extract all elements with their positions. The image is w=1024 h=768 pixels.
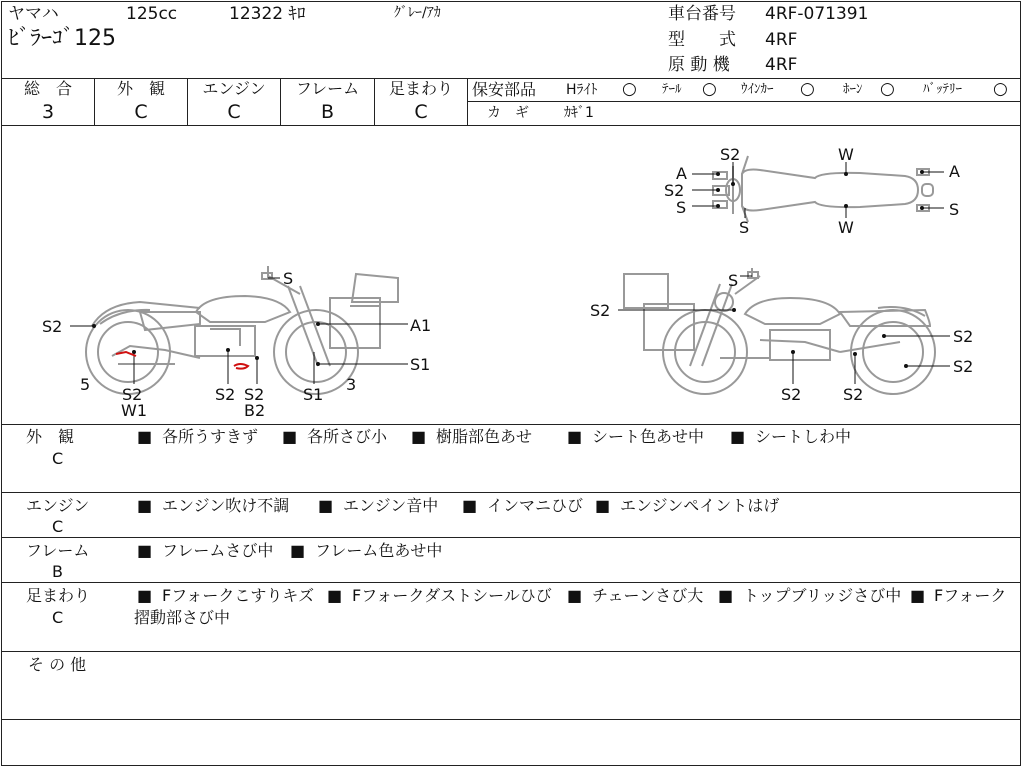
- label-left-b2: B2: [244, 401, 266, 420]
- grade-suspension-value: C: [414, 101, 428, 123]
- note-bullet: ■: [718, 586, 734, 605]
- grade-suspension-label: 足まわり: [388, 79, 453, 98]
- engine-value: 4RF: [765, 55, 798, 75]
- notes-frame-label: フレーム: [26, 541, 90, 560]
- label-top-a-right: A: [949, 162, 960, 181]
- note-item: Fフォークこすりキズ: [162, 586, 315, 605]
- label-right-s2-tank: S2: [953, 327, 974, 346]
- color: ｸﾞﾚｰ/ｱｶ: [394, 5, 441, 21]
- note-bullet: ■: [595, 496, 611, 515]
- note-item: フレーム色あせ中: [315, 541, 443, 560]
- note-item: 樹脂部色あせ: [436, 427, 533, 446]
- note-item: インマニひび: [487, 496, 584, 515]
- note-item: シート色あせ中: [592, 427, 705, 446]
- safety-item-winker: ｳｲﾝｶｰ: [741, 82, 774, 97]
- label-left-s-mirror: S: [283, 269, 294, 288]
- note-item: エンジン吹け不調: [162, 496, 290, 515]
- label-right-s2-rear: S2: [953, 357, 974, 376]
- divider: [1, 719, 1021, 720]
- note-bullet: ■: [318, 496, 334, 515]
- safety-mark-battery: ○: [993, 79, 1008, 99]
- note-item: エンジンペイントはげ: [620, 496, 780, 515]
- label-right-s2-pipe1: S2: [781, 385, 802, 404]
- note-bullet: ■: [327, 586, 343, 605]
- grade-exterior-label: 外 観: [116, 79, 165, 98]
- safety-mark-taillight: ○: [702, 79, 717, 99]
- label-top-a-left: A: [676, 164, 687, 183]
- note-bullet: ■: [411, 427, 427, 446]
- label-left-s1-low: S1: [303, 385, 324, 404]
- safety-item-taillight: ﾃｰﾙ: [662, 82, 682, 97]
- divider: [1, 492, 1021, 493]
- callout-dots: [92, 170, 924, 368]
- motorcycle-top-view: [713, 156, 933, 222]
- grade-engine-label: エンジン: [202, 79, 266, 98]
- note-bullet: ■: [462, 496, 478, 515]
- grade-frame-value: B: [320, 101, 335, 123]
- key-value: ｶｷﾞ1: [564, 105, 594, 121]
- label-left-w1: W1: [121, 401, 147, 420]
- notes-exterior-label: 外 観: [26, 427, 75, 446]
- label-right-s2-bag: S2: [590, 301, 611, 320]
- label-top-s-left: S: [676, 198, 687, 217]
- note-item: シートしわ中: [755, 427, 852, 446]
- note-bullet: ■: [730, 427, 746, 446]
- engine-label: 原 動 機: [668, 55, 730, 75]
- notes-suspension-grade: C: [52, 608, 64, 627]
- safety-item-headlight: Hﾗｲﾄ: [566, 82, 598, 98]
- label-top-w-bottom: W: [838, 218, 854, 237]
- grade-exterior-value: C: [134, 101, 148, 123]
- note-item: チェーンさび大: [592, 586, 704, 605]
- label-left-a1: A1: [410, 316, 432, 335]
- chassis-number: 4RF-071391: [765, 4, 869, 24]
- note-bullet: ■: [567, 427, 583, 446]
- label-top-s2: S2: [720, 145, 741, 164]
- grade-total-value: 3: [41, 101, 55, 123]
- label-left-5: 5: [80, 375, 91, 394]
- grade-total-label: 総 合: [23, 79, 72, 98]
- motorcycle-right-view: [624, 268, 935, 394]
- maker: ヤマハ: [8, 4, 59, 24]
- note-item: Fフォークダストシールひび: [352, 586, 552, 605]
- note-item: 各所うすきず: [162, 427, 259, 446]
- note-item: 各所さび小: [307, 427, 388, 446]
- note-item: フレームさび中: [162, 541, 274, 560]
- notes-suspension-label: 足まわり: [26, 586, 91, 605]
- grade-engine-value: C: [227, 101, 241, 123]
- note-item: エンジン音中: [343, 496, 439, 515]
- grade-frame-label: フレーム: [295, 79, 360, 98]
- notes-exterior-grade: C: [52, 449, 64, 468]
- note-bullet: ■: [567, 586, 583, 605]
- key-label: カ ギ: [487, 105, 529, 121]
- callout-labels: [42, 145, 973, 420]
- note-item: Fフォーク: [934, 586, 1007, 605]
- safety-mark-winker: ○: [800, 79, 815, 99]
- label-top-s-under: S: [739, 218, 750, 237]
- divider: [1, 582, 1021, 583]
- label-right-s2-pipe2: S2: [843, 385, 864, 404]
- note-bullet: ■: [137, 586, 153, 605]
- notes-engine-label: エンジン: [26, 496, 90, 515]
- label-left-s2-a: S2: [215, 385, 236, 404]
- mileage: 12322 ｷﾛ: [229, 4, 306, 24]
- notes-engine-grade: C: [52, 517, 64, 536]
- label-left-s2-b: S2: [244, 385, 265, 404]
- damage-diagram: [0, 126, 1024, 426]
- safety-mark-horn: ○: [880, 79, 895, 99]
- label-right-s-mirror: S: [728, 271, 739, 290]
- label-left-3: 3: [346, 375, 357, 394]
- label-top-w: W: [838, 145, 854, 164]
- type-label: 型 式: [668, 30, 736, 50]
- label-top-s2-left: S2: [664, 181, 685, 200]
- notes-other-label: そ の 他: [28, 655, 87, 674]
- note-bullet: ■: [137, 427, 153, 446]
- displacement: 125cc: [126, 4, 178, 24]
- safety-mark-headlight: ○: [622, 79, 637, 99]
- type-value: 4RF: [765, 30, 798, 50]
- note-item: トップブリッジさび中: [743, 586, 902, 605]
- note-bullet: ■: [282, 427, 298, 446]
- note-bullet: ■: [137, 496, 153, 515]
- callout-lines: [70, 162, 950, 384]
- safety-parts-label: 保安部品: [472, 80, 537, 99]
- divider: [467, 101, 1021, 102]
- model-name: ﾋﾞﾗｰｺﾞ125: [8, 26, 116, 51]
- safety-item-battery: ﾊﾞｯﾃﾘｰ: [923, 82, 962, 97]
- label-left-s1-fork: S1: [410, 355, 431, 374]
- label-top-s-right: S: [949, 200, 960, 219]
- divider: [1, 651, 1021, 652]
- note-bullet: ■: [290, 541, 306, 560]
- note-item-continued: 摺動部さび中: [134, 608, 231, 627]
- label-left-s2-rear: S2: [122, 385, 143, 404]
- divider: [1, 537, 1021, 538]
- notes-frame-grade: B: [52, 562, 63, 581]
- safety-item-horn: ﾎｰﾝ: [843, 82, 863, 97]
- chassis-label: 車台番号: [668, 4, 736, 24]
- note-bullet: ■: [910, 586, 926, 605]
- note-bullet: ■: [137, 541, 153, 560]
- motorcycle-outlines: [86, 156, 935, 394]
- label-left-s2-tank: S2: [42, 317, 63, 336]
